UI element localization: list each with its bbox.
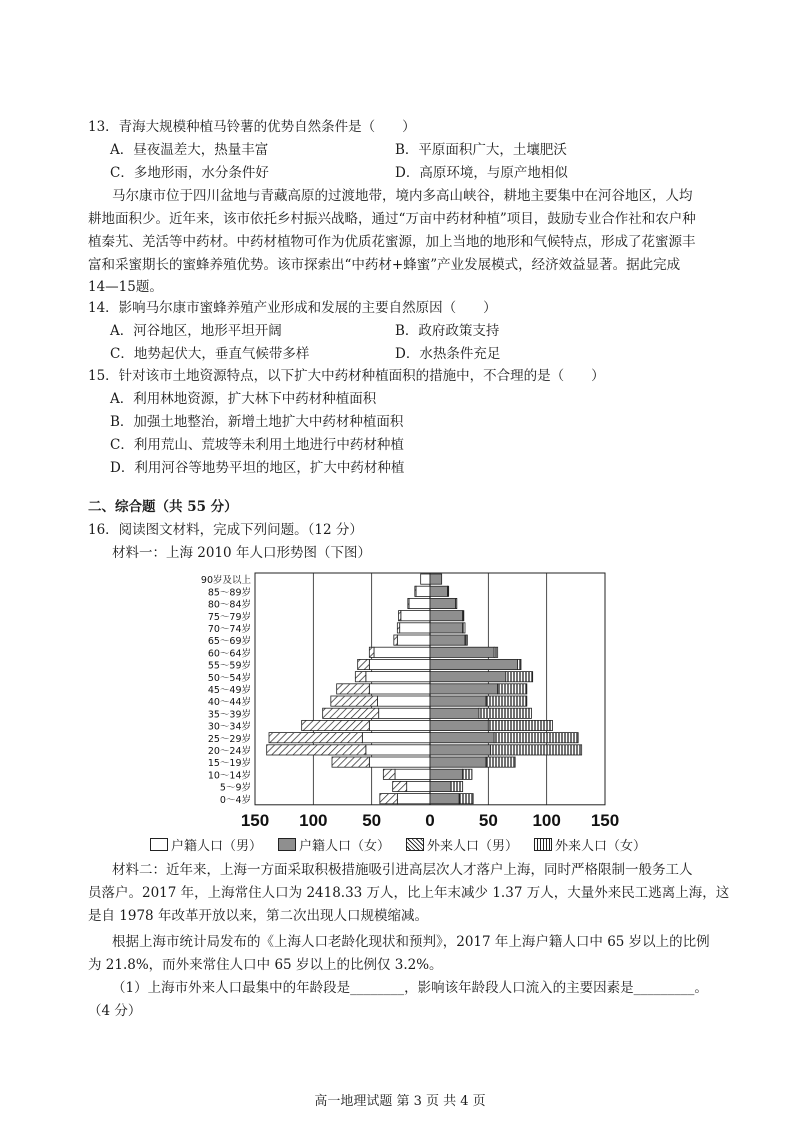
q13-option-d: D．高原环境，与原产地相似 — [395, 165, 568, 181]
age-group-label: 0～4岁 — [219, 794, 251, 806]
bar-female-migrant — [451, 781, 463, 791]
bar-male-local — [366, 672, 430, 682]
bar-female-local — [430, 720, 488, 730]
bar-male-local — [374, 647, 430, 657]
bar-male-migrant — [267, 745, 366, 755]
legend-label: 外来人口（女） — [555, 838, 647, 854]
bar-male-migrant — [302, 720, 370, 730]
q15-stem: 15．针对该市土地资源特点，以下扩大中药材种植面积的措施中，不合理的是（ ） — [88, 368, 605, 384]
bar-female-migrant — [486, 696, 527, 706]
passage-line-4: 富和采蜜期长的蜜蜂养殖优势。该市探索出“中药材+蜂蜜”产业发展模式，经济效益显著。据此完成 — [88, 257, 681, 273]
bar-male-migrant — [355, 672, 366, 682]
x-tick-label: 150 — [590, 810, 620, 830]
bar-female-local — [430, 623, 463, 633]
q13-option-a: A．昼夜温差大，热量丰富 — [110, 142, 269, 158]
bar-female-local — [430, 769, 463, 779]
bar-female-local — [430, 733, 494, 743]
section-heading: 二、综合题（共 55 分） — [88, 499, 238, 515]
bar-male-local — [366, 745, 430, 755]
bar-female-migrant — [463, 611, 464, 621]
subquestion-1-score: （4 分） — [88, 1003, 142, 1019]
material2-line-3: 是自 1978 年改革开放以来，第二次出现人口规模缩减。 — [88, 908, 428, 924]
bar-male-migrant — [331, 696, 378, 706]
legend-item-f-local — [278, 835, 390, 854]
x-tick-label: 0 — [425, 810, 435, 830]
bar-female-local — [430, 781, 451, 791]
bar-female-migrant — [479, 708, 532, 718]
bar-female-migrant — [491, 745, 582, 755]
bar-female-migrant — [448, 586, 449, 596]
bar-female-local — [430, 635, 465, 645]
legend-swatch — [406, 838, 424, 851]
bar-female-migrant — [465, 635, 467, 645]
material1-caption: 材料一：上海 2010 年人口形势图（下图） — [112, 545, 371, 561]
bar-female-local — [430, 708, 479, 718]
q16-stem: 16．阅读图文材料，完成下列问题。（12 分） — [88, 522, 363, 538]
population-pyramid-chart — [150, 565, 620, 835]
q14-stem: 14．影响马尔康市蜜蜂养殖产业形成和发展的主要自然原因（ ） — [88, 300, 497, 316]
bar-male-local — [362, 733, 430, 743]
bar-male-migrant — [269, 733, 362, 743]
legend-swatch — [278, 838, 296, 851]
bar-female-migrant — [463, 769, 472, 779]
bar-female-migrant — [494, 647, 498, 657]
q15-option-d: D．利用河谷等地势平坦的地区，扩大中药材种植 — [110, 460, 405, 476]
q14-option-b: B．政府政策支持 — [395, 323, 500, 339]
bar-female-migrant — [494, 733, 578, 743]
age-group-label: 50～54岁 — [207, 672, 251, 684]
legend-label: 外来人口（男） — [427, 838, 519, 854]
legend-label: 户籍人口（女） — [299, 838, 391, 854]
x-tick-label: 100 — [532, 810, 561, 830]
q14-option-a: A．河谷地区，地形平坦开阔 — [110, 323, 282, 339]
page-footer: 高一地理试题 第 3 页 共 4 页 — [314, 1094, 486, 1109]
q14-option-c: C．地势起伏大，垂直气候带多样 — [110, 346, 310, 362]
bar-male-local — [369, 684, 430, 694]
bar-female-local — [430, 794, 459, 804]
q14-option-d: D．水热条件充足 — [395, 346, 501, 362]
bar-male-local — [397, 635, 430, 645]
bar-female-local — [430, 586, 448, 596]
x-tick-label: 150 — [240, 810, 270, 830]
bar-female-migrant — [506, 672, 533, 682]
bar-male-local — [416, 586, 430, 596]
passage-line-3: 植秦艽、羌活等中药材。中药材植物可作为优质花蜜源，加上当地的地形和气候特点，形成了花蜜源丰 — [88, 234, 696, 250]
age-group-label: 90岁及以上 — [200, 575, 251, 587]
bar-male-migrant — [369, 647, 374, 657]
bar-male-migrant — [393, 781, 407, 791]
bar-male-migrant — [358, 659, 370, 669]
age-group-label: 65～69岁 — [207, 636, 251, 648]
age-group-label: 15～19岁 — [207, 758, 251, 770]
age-group-label: 45～49岁 — [207, 685, 251, 696]
legend-swatch — [150, 838, 168, 851]
bar-male-local — [378, 696, 431, 706]
material2-line-2: 员落户。2017 年，上海常住人口为 2418.33 万人，比上年末减少 1.37 万人，大量外来民工逃离上海，这 — [88, 885, 730, 901]
bar-female-local — [430, 684, 498, 694]
subquestion-1: （1）上海市外来人口最集中的年龄段是________，影响该年龄段人口流入的主要因素是_________。 — [112, 980, 708, 996]
bar-male-migrant — [399, 611, 401, 621]
x-tick-label: 100 — [299, 810, 328, 830]
q15-option-a: A．利用林地资源，扩大林下中药材种植面积 — [110, 391, 377, 407]
bar-male-local — [395, 769, 430, 779]
age-group-label: 55～59岁 — [207, 660, 251, 672]
passage-line-2: 耕地面积少。近年来，该市依托乡村振兴战略，通过“万亩中药材种植”项目，鼓励专业合作社和农户种 — [88, 211, 696, 227]
age-group-label: 85～89岁 — [207, 587, 251, 599]
bar-male-migrant — [408, 598, 409, 608]
q13-option-b: B．平原面积广大，土壤肥沃 — [395, 142, 567, 158]
bar-female-migrant — [498, 684, 527, 694]
bar-male-local — [379, 708, 430, 718]
legend-item-m-local — [150, 835, 262, 854]
bar-female-migrant — [459, 794, 473, 804]
material2-line-5: 为 21.8%，而外来常住人口中 65 岁以上的比例仅 3.2%。 — [88, 957, 443, 973]
q15-option-c: C．利用荒山、荒坡等未利用土地进行中药材种植 — [110, 437, 404, 453]
bar-male-migrant — [383, 769, 395, 779]
material2-line-4: 根据上海市统计局发布的《上海人口老龄化现状和预判》，2017 年上海户籍人口中 65 岁以上的比例 — [112, 934, 710, 950]
age-group-label: 80～84岁 — [207, 599, 251, 611]
bar-male-local — [407, 781, 430, 791]
age-group-label: 20～24岁 — [207, 746, 251, 757]
bar-female-local — [430, 598, 456, 608]
bar-female-migrant — [486, 757, 515, 767]
passage-line-5: 14—15题。 — [88, 279, 163, 295]
age-group-label: 70～74岁 — [207, 624, 251, 635]
bar-male-migrant — [415, 586, 416, 596]
passage-line-1: 马尔康市位于四川盆地与青藏高原的过渡地带，境内多高山峡谷，耕地主要集中在河谷地区，人均 — [112, 188, 693, 204]
bar-female-local — [430, 659, 518, 669]
bar-male-local — [421, 574, 430, 584]
age-group-label: 25～29岁 — [207, 733, 251, 745]
bar-female-local — [430, 696, 486, 706]
age-group-label: 35～39岁 — [207, 709, 251, 721]
age-group-label: 60～64岁 — [207, 648, 251, 660]
q13-option-c: C．多地形雨，水分条件好 — [110, 165, 269, 181]
age-group-label: 30～34岁 — [207, 721, 251, 733]
bar-male-local — [409, 598, 430, 608]
q13-stem: 13．青海大规模种植马铃薯的优势自然条件是（ ） — [88, 119, 416, 135]
bar-male-local — [369, 720, 430, 730]
bar-male-local — [397, 794, 430, 804]
bar-female-local — [430, 672, 506, 682]
bar-male-migrant — [397, 623, 399, 633]
age-group-label: 5～9岁 — [219, 782, 251, 794]
bar-female-migrant — [488, 720, 552, 730]
bar-female-migrant — [518, 659, 522, 669]
bar-male-local — [369, 757, 430, 767]
age-group-label: 75～79岁 — [207, 611, 251, 623]
age-group-label: 10～14岁 — [207, 770, 251, 782]
age-group-label: 40～44岁 — [207, 697, 251, 709]
bar-female-migrant — [456, 598, 457, 608]
bar-female-local — [430, 611, 463, 621]
bar-male-migrant — [394, 635, 398, 645]
x-tick-label: 50 — [478, 810, 498, 830]
bar-male-migrant — [337, 684, 370, 694]
bar-female-migrant — [463, 623, 465, 633]
bar-male-migrant — [332, 757, 369, 767]
material2-line-1: 材料二：近年来，上海一方面采取积极措施吸引进高层次人才落户上海，同时严格限制一般务工人 — [112, 862, 693, 878]
legend-label: 户籍人口（男） — [171, 838, 263, 854]
bar-male-migrant — [380, 794, 398, 804]
bar-female-local — [430, 574, 442, 584]
x-tick-label: 50 — [362, 810, 382, 830]
bar-female-local — [430, 757, 486, 767]
bar-male-local — [400, 623, 430, 633]
legend-item-m-migrant — [406, 835, 518, 854]
bar-male-migrant — [323, 708, 379, 718]
bar-male-local — [369, 659, 430, 669]
bar-female-local — [430, 745, 491, 755]
q15-option-b: B．加强土地整治，新增土地扩大中药材种植面积 — [110, 414, 404, 430]
legend-item-f-migrant — [534, 835, 646, 854]
bar-male-local — [401, 611, 430, 621]
bar-female-local — [430, 647, 494, 657]
legend-swatch — [534, 838, 552, 851]
chart-legend — [150, 835, 656, 853]
